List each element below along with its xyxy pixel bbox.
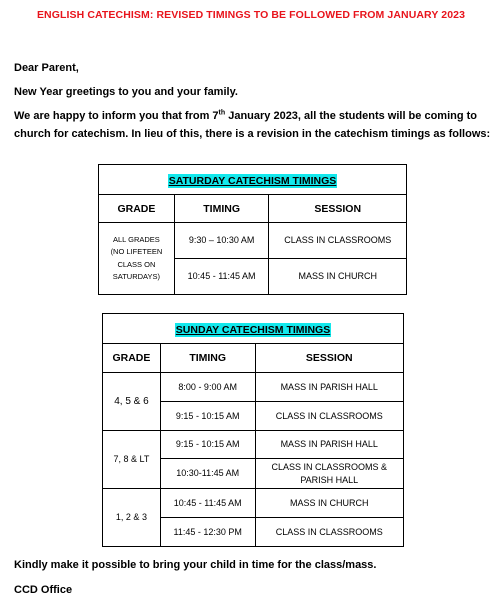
- saturday-heading-cell: [99, 165, 407, 195]
- intro-superscript: th: [218, 109, 226, 117]
- intro-text-a: We are happy to inform you that from 7: [14, 110, 219, 122]
- intro-line-2: church for catechism. In lieu of this, there is a revision in the catechism timings as follows:: [14, 128, 491, 140]
- new-year-greeting: New Year greetings to you and your family.: [14, 86, 238, 98]
- saturday-timing: 10:45 - 11:45 AM: [174, 259, 269, 295]
- sunday-col-grade: GRADE: [103, 344, 161, 373]
- greeting: Dear Parent,: [14, 62, 79, 74]
- sunday-session: [255, 459, 403, 489]
- sunday-timing: 11:45 - 12:30 PM: [160, 518, 255, 547]
- saturday-col-grade: GRADE: [99, 195, 175, 223]
- intro-text-b: January 2023, all the students will be coming to: [225, 110, 478, 122]
- grade-note-line: (NO LIFETEEN: [110, 247, 163, 256]
- sunday-session: MASS IN CHURCH: [255, 489, 403, 518]
- sunday-timing: 8:00 - 9:00 AM: [160, 373, 255, 402]
- session-line: CLASS IN CLASSROOMS &: [271, 461, 388, 472]
- sunday-session: MASS IN PARISH HALL: [255, 373, 403, 402]
- grade-note-line: SATURDAYS): [112, 272, 161, 281]
- sunday-session: CLASS IN CLASSROOMS: [255, 402, 403, 431]
- sunday-heading-cell: [103, 314, 404, 344]
- saturday-grade-note: [99, 223, 175, 295]
- intro-line-1: [14, 107, 477, 126]
- saturday-session: CLASS IN CLASSROOMS: [269, 223, 407, 259]
- saturday-timings-table: [98, 164, 407, 295]
- sunday-grade: 1, 2 & 3: [103, 489, 161, 547]
- sunday-col-timing: TIMING: [160, 344, 255, 373]
- sunday-col-session: SESSION: [255, 344, 403, 373]
- sunday-session: CLASS IN CLASSROOMS: [255, 518, 403, 547]
- saturday-col-timing: TIMING: [174, 195, 269, 223]
- sunday-timing: 9:15 - 10:15 AM: [160, 431, 255, 459]
- sunday-grade: 4, 5 & 6: [103, 373, 161, 431]
- sunday-timing: 10:30-11:45 AM: [160, 459, 255, 489]
- document-title: ENGLISH CATECHISM: REVISED TIMINGS TO BE FOLLOWED FROM JANUARY 2023: [36, 9, 466, 21]
- closing-note: Kindly make it possible to bring your child in time for the class/mass.: [14, 559, 377, 571]
- saturday-heading: SATURDAY CATECHISM TIMINGS: [168, 174, 337, 187]
- grade-note-line: CLASS ON: [117, 259, 156, 269]
- signature: CCD Office: [14, 584, 73, 596]
- sunday-timings-table: [102, 313, 404, 547]
- session-line: PARISH HALL: [300, 474, 359, 485]
- sunday-grade: 7, 8 & LT: [103, 431, 161, 489]
- sunday-heading: SUNDAY CATECHISM TIMINGS: [175, 323, 331, 336]
- sunday-timing: 9:15 - 10:15 AM: [160, 402, 255, 431]
- sunday-timing: 10:45 - 11:45 AM: [160, 489, 255, 518]
- sunday-session: MASS IN PARISH HALL: [255, 431, 403, 459]
- saturday-timing: 9:30 – 10:30 AM: [174, 223, 269, 259]
- grade-note-line: ALL GRADES: [112, 234, 160, 244]
- saturday-session: MASS IN CHURCH: [269, 259, 407, 295]
- saturday-col-session: SESSION: [269, 195, 407, 223]
